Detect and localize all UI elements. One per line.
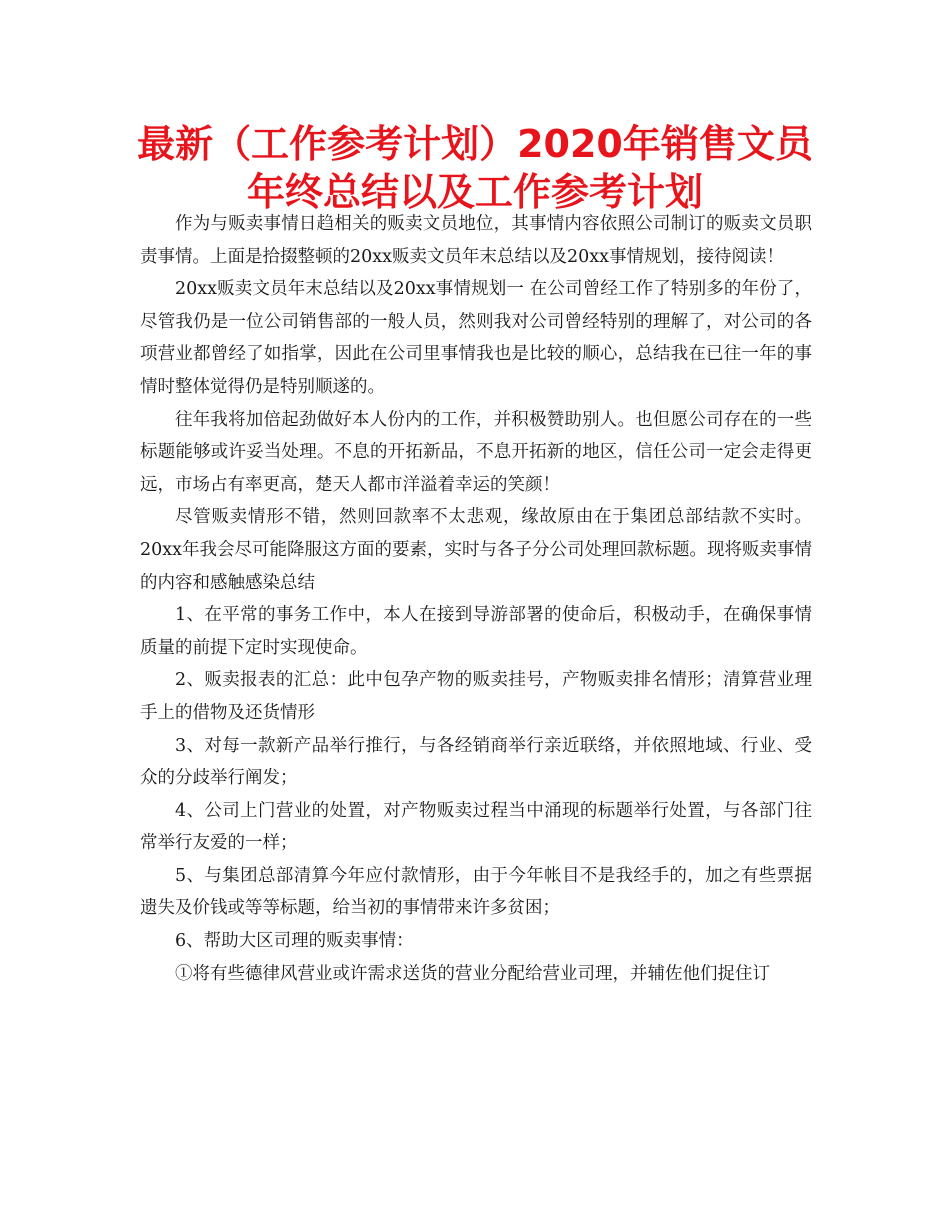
paragraph: 1、在平常的事务工作中，本人在接到导游部署的使命后，积极动手，在确保事情质量的前提下定时实现使命。 xyxy=(140,605,812,658)
paragraph: 20xx贩卖文员年末总结以及20xx事情规划一 在公司曾经工作了特别多的年份了，尽管我仍是一位公司销售部的一般人员，然则我对公司曾经特别的理解了，对公司的各项营业都曾经了如指掌，因此在公司里事情我也是比较的顺心，总结我在已往一年的事情时整体觉得仍是特别顺遂的。 xyxy=(140,279,812,397)
paragraph: 4、公司上门营业的处置，对产物贩卖过程当中涌现的标题举行处置，与各部门往常举行友爱的一样； xyxy=(140,800,812,854)
paragraph: 作为与贩卖事情日趋相关的贩卖文员地位，其事情内容依照公司制订的贩卖文员职责事情。上面是拾掇整顿的20xx贩卖文员年末总结以及20xx事情规划，接待阅读！ xyxy=(140,214,812,267)
paragraph: ①将有些德律风营业或许需求送货的营业分配给营业司理，并辅佐他们捉住订 xyxy=(175,963,770,984)
document-title: 最新（工作参考计划）2020年销售文员年终总结以及工作参考计划 xyxy=(137,122,813,214)
paragraph: 2、贩卖报表的汇总：此中包孕产物的贩卖挂号，产物贩卖排名情形；清算营业理手上的借物及还货情形 xyxy=(140,670,812,723)
paragraph: 5、与集团总部清算今年应付款情形，由于今年帐目不是我经手的，加之有些票据遗失及价钱或等等标题，给当初的事情带来许多贫困； xyxy=(140,865,812,919)
paragraph: 往年我将加倍起劲做好本人份内的工作，并积极赞助别人。也但愿公司存在的一些标题能够或许妥当处理。不息的开拓新品，不息开拓新的地区，信任公司一定会走得更远，市场占有率更高，楚天人都市洋溢着幸运的笑颜！ xyxy=(140,409,812,495)
paragraph: 尽管贩卖情形不错，然则回款率不太悲观，缘故原由在于集团总部结款不实时。20xx年我会尽可能降服这方面的要素，实时与各子分公司处理回款标题。现将贩卖事情的内容和感触感染总结 xyxy=(140,507,813,593)
paragraph: 3、对每一款新产品举行推行，与各经销商举行亲近联络，并依照地域、行业、受众的分歧举行阐发； xyxy=(140,735,812,789)
paragraph: 6、帮助大区司理的贩卖事情： xyxy=(175,931,414,952)
document-body xyxy=(140,208,812,990)
